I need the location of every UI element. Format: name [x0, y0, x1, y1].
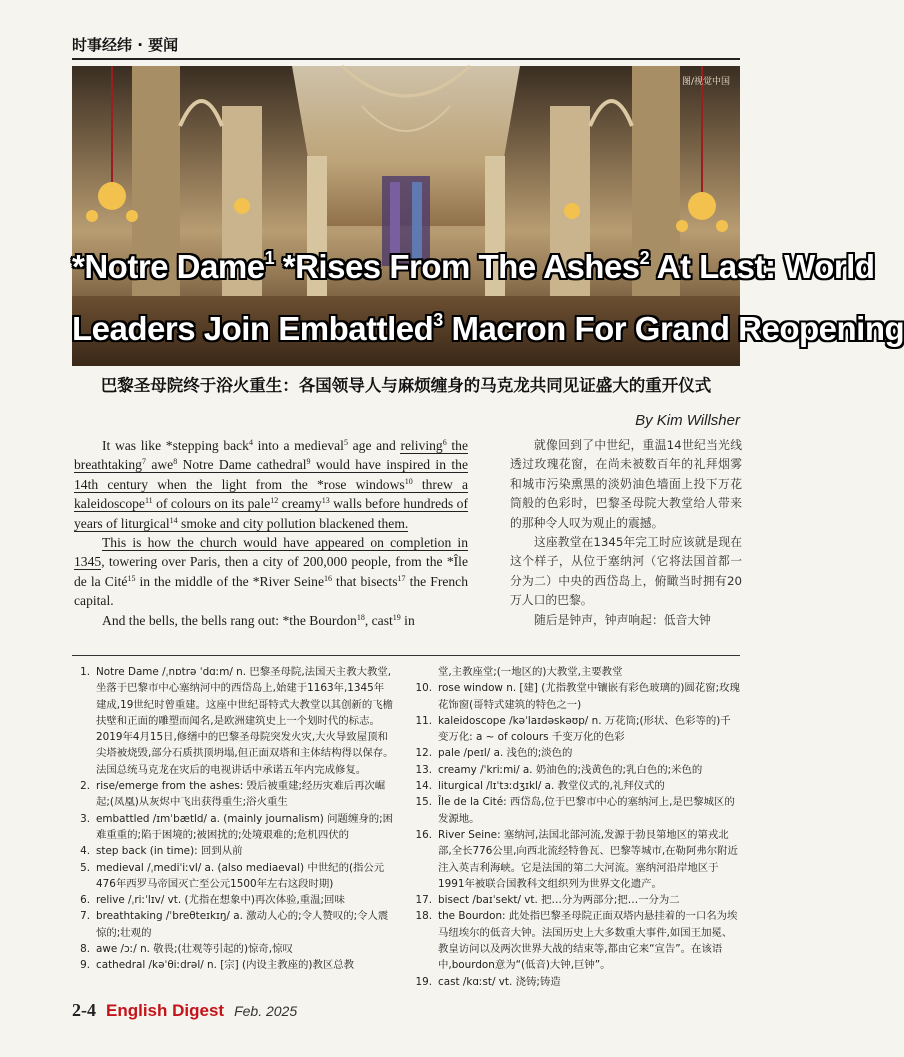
vocab-note: 8. awe /ɔː/ n. 敬畏;(壮观等引起的)惊奇,惊叹: [80, 943, 293, 956]
vocab-note: 16. River Seine: 塞纳河,法国北部河流,发源于勃艮第地区的第戎北部,全长776公里,向西北流经特鲁瓦、巴黎等城市,在勒阿弗尔附近注入英吉利海峡。它是法国的第二大河流。塞纳河沿岸地区于1991年被联合国教科文组织列为世界文化遗产。: [415, 828, 738, 890]
english-paragraph-2: This is how the church would have appeared on completion in 1345, towering over Paris, then a city of 200,000 people, from the *Île de la Cité$^{15}$ in the middle of the *River Seine$^{16}$ that bisects$^{17}$ the French capital.: [74, 535, 469, 609]
section-header: 时事经纬 · 要闻: [72, 36, 179, 54]
vocab-note: 17. bisect /baɪˈsekt/ vt. 把…分为两部分;把…一分为二: [415, 894, 680, 907]
chinese-subtitle: 巴黎圣母院终于浴火重生：各国领导人与麻烦缠身的马克龙共同见证盛大的重开仪式: [100, 376, 712, 395]
header-rule: [72, 58, 740, 60]
chinese-paragraph-2: 这座教堂在1345年完工时应该就是现在这个样子，从位于塞纳河（它将法国首都一分为二）中央的西岱岛上，俯瞰当时拥有20万人口的巴黎。: [510, 535, 742, 608]
magazine-name: English Digest: [106, 1001, 225, 1020]
vocabulary-notes-left: [72, 664, 394, 974]
vocab-note: 5. medieval /ˌmediˈiːvl/ a. (also mediaeval) 中世纪的(指公元476年西罗马帝国灭亡至公元1500年左右这段时期): [80, 861, 385, 890]
vocab-note: 3. embattled /ɪmˈbætld/ a. (mainly journalism) 问题缠身的;困难重重的;陷于困境的;被困扰的;处境艰难的;危机四伏的: [80, 812, 394, 841]
page-footer: [72, 1000, 297, 1021]
byline: By Kim Willsher: [635, 412, 740, 429]
chinese-body: [510, 436, 742, 630]
vocab-note: 14. liturgical /lɪˈtɜːdʒɪkl/ a. 教堂仪式的,礼拜仪式的: [415, 780, 665, 793]
vocab-note: 9. cathedral /kəˈθiːdrəl/ n. [宗] (内设主教座的)教区总教: [80, 959, 355, 972]
english-paragraph-3: And the bells, the bells rang out: *the Bourdon$^{18}$, cast$^{19}$ in: [102, 612, 415, 628]
page-number: 2-4: [72, 1000, 96, 1020]
vocab-note: 11. kaleidoscope /kəˈlaɪdəskəʊp/ n. 万花筒;(形状、色彩等的)千变万化: a ~ of colours 千变万化的色彩: [415, 714, 731, 744]
vocab-note-continuation: 堂,主教座堂;(一地区的)大教堂,主要教堂: [438, 666, 623, 678]
vocab-note: 4. step back (in time): 回到从前: [80, 845, 243, 858]
vocab-note: 15. Île de la Cité: 西岱岛,位于巴黎市中心的塞纳河上,是巴黎城区的发源地。: [415, 796, 735, 825]
headline-line-2: Leaders Join Embattled$^3$ Macron For Grand Reopening: [72, 310, 904, 347]
chinese-paragraph-3: 随后是钟声，钟声响起：低音大钟: [534, 612, 711, 627]
chinese-paragraph-1: 就像回到了中世纪，重温14世纪当光线透过玫瑰花窗，在尚未被数百年的礼拜烟雾和城市污染熏黑的淡奶油色墙面上投下万花筒般的色彩时，巴黎圣母院大教堂给人带来的那种令人叹为观止的震撼。: [510, 438, 742, 530]
photo-credit: 图/视觉中国: [681, 77, 730, 87]
headline-line-1: *Notre Dame$^1$ *Rises From The Ashes$^2$ At Last: World: [72, 248, 875, 285]
vocab-note: 2. rise/emerge from the ashes: 毁后被重建;经历灾难后再次崛起;(凤凰)从灰烬中飞出获得重生;浴火重生: [80, 780, 386, 809]
vocabulary-notes-right: [414, 664, 740, 990]
vocab-note: 18. the Bourdon: 此处指巴黎圣母院正面双塔内悬挂着的一口名为埃马纽埃尔的低音大钟。法国历史上大多数重大事件,如国王加冕、教皇访问以及两次世界大战的结束等,都由它来“宣告”。在该语中,bourdon意为“(低音)大钟,巨钟”。: [415, 910, 738, 972]
vocab-note: 12. pale /peɪl/ a. 浅色的;淡色的: [415, 747, 573, 760]
vocab-note: 13. creamy /ˈkriːmi/ a. 奶油色的;浅黄色的;乳白色的;米色的: [415, 763, 703, 776]
vocab-note: 1. Notre Dame /ˌnɒtrə ˈdɑːm/ n. 巴黎圣母院,法国天主教大教堂,坐落于巴黎市中心塞纳河中的西岱岛上,始建于1163年,1345年建成,19世纪时曾重建。这座中世纪哥特式大教堂以其创新的飞檐扶壁和正面的雕塑而闻名,是欧洲建筑史上一个划时代的标志。2019年4月15日,修缮中的巴黎圣母院突发火灾,大火导致屋顶和尖塔被烧毁,部分石质拱顶坍塌,但正面双塔和主体结构得以保存。法国总统马克龙在灾后的电视讲话中承诺五年内完成修复。: [80, 666, 394, 776]
vocab-note: 7. breathtaking /ˈbreθteɪkɪŋ/ a. 激动人心的;令人赞叹的;令人震惊的;壮观的: [80, 910, 389, 939]
vocab-note: 6. relive /ˌriːˈlɪv/ vt. (尤指在想象中)再次体验,重温;回味: [80, 894, 345, 907]
issue-date: Feb. 2025: [234, 1003, 298, 1019]
english-body: [74, 436, 468, 630]
vocab-note: 19. cast /kɑːst/ vt. 浇铸;铸造: [415, 975, 561, 988]
hero-image: [72, 66, 904, 366]
notes-divider: [72, 655, 740, 656]
vocab-note: 10. rose window n. [建] (尤指教堂中镶嵌有彩色玻璃的)圆花窗;玫瑰花饰窗(哥特式建筑的特色之一): [415, 682, 740, 711]
english-paragraph-1: It was like *stepping back$^4$ into a medieval$^5$ age and reliving$^6$ the breathtaking$^7$ awe$^8$ Notre Dame cathedral$^9$ would have inspired in the 14th century when the light from the *rose windows$^{10}$ threw a kaleidoscope$^{11}$ of colours on its pale$^{12}$ creamy$^{13}$ walls before hundreds of years of liturgical$^{14}$ smoke and city pollution blackened them.: [74, 438, 468, 531]
